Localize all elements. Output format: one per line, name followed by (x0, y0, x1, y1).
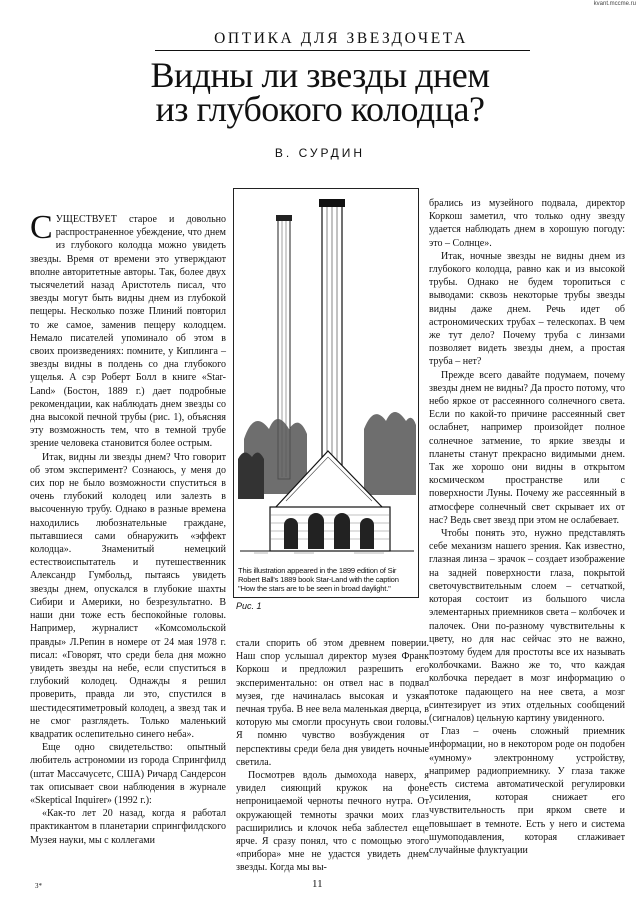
paragraph: Еще одно свидетельство: опытный любитель астрономии из города Спрингфилд (штат Массачусетс, США) Ричард Сандерсон так описывает свои наблюдения в журнале «Skeptical Inquirer» (1992 г.): (30, 742, 226, 806)
drop-cap: С (30, 209, 53, 246)
page-number: 11 (312, 878, 323, 890)
article-title: Видны ли звезды днем из глубокого колодца? (150, 55, 490, 129)
article-author: В. СУРДИН (274, 146, 366, 160)
paragraph: «Как-то лет 20 назад, когда я работал практикантом в планетарии спрингфилдского Музея науки, мы с коллегами (30, 808, 226, 846)
paragraph: Итак, видны ли звезды днем? Что говорит об этом эксперимент? Сознаюсь, у меня до сих пор не было возможности спуститься в очень глубокий колодец или залезть в высоченную трубу. Однако в разные времена находились любознательные граждане, пытавшиеся сами обнаружить «эффект колодца». Знаменитый немецкий естествоиспытатель и путешественник Александр Гумбольд, пытаясь увидеть звезды днем, опускался в глубокие шахты Сибири и Америки, но безрезультатно. В наши дни тоже есть беспокойные головы. Например, журналист «Комсомольской правды» Л.Репин в номере от 24 мая 1978 г. писал: «Говорят, что среди бела дня можно увидеть звезды на небе, если спуститься в глубокий колодец. Однажды я решил проверить, правда ли это, спустился в шестидесятиметровый колодец, а звезд так и не смог разглядеть. Только маленький квадратик ослепительно синего неба». (30, 451, 226, 740)
watermark: kvant.mccme.ru (593, 1, 636, 7)
figure-label: Рис. 1 (236, 601, 262, 611)
paragraph-text: УЩЕСТВУЕТ старое и довольно распространенное убеждение, что днем из глубокого колодца можно увидеть звезды. Время от времени это утверждают вполне авторитетные авторы. Так, более двух тысячелетий назад Аристотель писал, что звезды могут быть видны днем из глубокой пещеры. Несколько позже Плиний повторил то же самое, заменив пещеру колодцем. Немало писателей упоминало об этом в своих произведениях: помните, у Киплинга – звезды видны в полдень со дна глубокого ущелья. А сэр Роберт Болл в книге «Star-Land» (Бостон, 1889 г.) дает подробные рекомендации, как наблюдать днем звезды со дна высокой печной трубы (рис. 1), объясняя эту возможность тем, что в темной трубе зрение человека становится более острым. (30, 214, 226, 450)
figure-caption: This illustration appeared in the 1899 edition of Sir Robert Ball's 1889 book Star-Land with the caption "How the stars are to be seen in broad daylight." (238, 566, 399, 593)
paragraph: брались из музейного подвала, директор Коркош заметил, что только одну звезду удается наблюдать днем в хорошую погоду: это – Солнце». (429, 198, 625, 249)
chimney-illustration (234, 189, 419, 598)
paragraph: Глаз – очень сложный приемник информации, но в некотором роде он подобен «умному» электронному устройству, например радиоприемнику. У глаза также есть система автоматической регулировки усиления, которая снижает его чувствительность при ярком свете и повышает в темноте. Есть у него и система шумоподавления, которая сглаживает случайные флуктуации (429, 726, 625, 856)
paragraph (30, 209, 226, 451)
paragraph: стали спорить об этом древнем поверии. Наш спор услышал директор музея Франк Коркош и предложил разрешить его экспериментально: он отвел нас в подвал музея, где начиналась высокая и узкая печная труба. В нее вела маленькая дверца, в которую мы смогли просунуть свои головы. Я помню чувство возбуждения от перспективы среди бела дня увидеть ночные светила. (236, 638, 429, 768)
figure-illustration (233, 188, 419, 598)
text-column-2 (236, 637, 429, 875)
paragraph: Посмотрев вдоль дымохода наверх, я увидел сияющий кружок на фоне непроницаемой черноты печного нутра. От окружающей темноты зрачки моих глаз расширились и клочок неба заблестел еще ярче. Я сразу понял, что с помощью этого «прибора» мне не удастся увидеть днем звезды. Когда мы вы- (236, 770, 429, 874)
text-column-1 (30, 209, 226, 847)
paragraph: Прежде всего давайте подумаем, почему звезды днем не видны? Да просто потому, что небо яркое от рассеянного солнечного света. Если по какой-то причине рассеянный свет ослабнет, например произойдет полное солнечное затмение, то яркие звезды и планеты станут прекрасно видимыми днем. Так же хорошо они видны в открытом космическом пространстве или с поверхности Луны. Почему же рассеянный в атмосфере солнечный свет скрывает их от нас? Ведь свет звезд при этом не ослабевает. (429, 369, 625, 526)
rubric-heading: ОПТИКА ДЛЯ ЗВЕЗДОЧЕТА (214, 30, 468, 47)
rubric-rule (155, 50, 530, 51)
paragraph: Итак, ночные звезды не видны днем из глубокого колодца, равно как и из высокой трубы. Однако не будем торопиться с выводами: сквозь некоторые трубы звезды видны даже днем. Речь идет об астрономических трубах – телескопах. В чем же тут дело? Почему труба с линзами позволяет видеть звезды днем, а простая труба – нет? (429, 250, 625, 368)
signature-mark: 3* (35, 882, 42, 890)
text-column-3 (429, 197, 625, 857)
paragraph: Чтобы понять это, нужно представлять себе механизм нашего зрения. Как известно, глазная линза – зрачок – создает изображение на задней поверхности глаза, покрытой светочувствительным слоем – сетчаткой, которая состоит из большого числа элементарных приемников света – колбочек и палочек. Они по-разному чувствительны к цвету, но для нас сейчас это не важно, поэтому будем для простоты все их называть колбочками. Важно же то, что каждая колбочка передает в мозг информацию о потоке падающего на нее света, а мозг синтезирует из этих отдельных сообщений (сигналов) цельную картину увиденного. (429, 528, 625, 724)
